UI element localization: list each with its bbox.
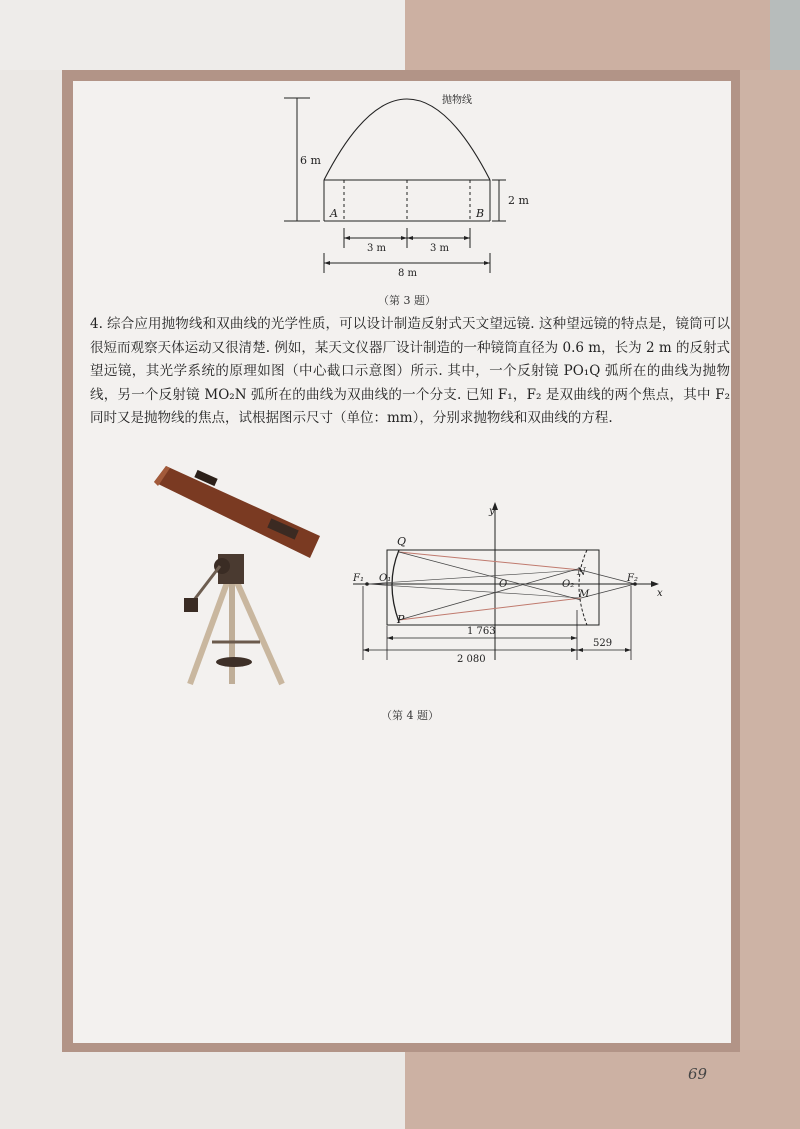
fig4-label-o: O xyxy=(499,579,508,590)
fig3-height-label: 6 m xyxy=(300,154,321,167)
fig4-axis-y: y xyxy=(489,506,495,517)
fig4-label-m: M xyxy=(579,589,590,600)
problem-4 xyxy=(90,313,730,431)
fig4-label-p: P xyxy=(397,613,405,626)
fig4-dim-529: 529 xyxy=(593,638,613,649)
background-right xyxy=(735,70,800,1050)
fig3-curve-label: 抛物线 xyxy=(442,95,472,106)
figure-4-caption: （第 4 题） xyxy=(381,709,439,722)
background-left xyxy=(0,70,70,1050)
problem-4-text: 综合应用抛物线和双曲线的光学性质，可以设计制造反射式天文望远镜. 这种望远镜的特点是，镜筒可以很短而观察天体运动又很清楚. 例如，某天文仪器厂设计制造的一种镜筒直径为 0.6 m，长为 2 m 的反射式望远镜，其光学系统的原理如图（中心截口示意图）所示. 其中，一个反射镜 PO₁Q 弧所在的曲线为抛物线，另一个反射镜 MO₂N 弧所在的曲线为双曲线的一个分支. 已知 F₁，F₂ 是双曲线的两个焦点，其中 F₂ 同时又是抛物线的焦点，试根据图示尺寸（单位：mm），分别求抛物线和双曲线的方程. xyxy=(90,316,730,426)
fig4-label-o1: O₁ xyxy=(379,573,392,584)
page-number: 69 xyxy=(688,1065,708,1083)
fig4-label-f1: F₁ xyxy=(353,573,364,584)
fig4-label-n: N xyxy=(577,567,586,578)
fig3-side-label: 2 m xyxy=(508,194,529,207)
fig3-dim-total: 8 m xyxy=(398,268,418,279)
figure-3-diagram xyxy=(270,88,540,288)
background-top-left xyxy=(0,0,420,70)
figure-4-diagram xyxy=(345,500,675,665)
figure-3-caption: （第 3 题） xyxy=(378,294,436,307)
fig4-label-q: Q xyxy=(397,535,407,548)
fig3-point-a: A xyxy=(330,207,338,220)
background-bottom-right xyxy=(405,1050,800,1129)
background-top-right xyxy=(405,0,800,70)
fig3-dim-right: 3 m xyxy=(430,243,450,254)
fig4-dim-1763: 1 763 xyxy=(467,626,496,637)
fig4-label-f2: F₂ xyxy=(627,573,638,584)
fig4-dim-2080: 2 080 xyxy=(457,654,486,665)
fig4-axis-x: x xyxy=(657,588,663,599)
fig4-label-o2: O₂ xyxy=(562,579,575,590)
fig3-point-b: B xyxy=(476,207,485,220)
telescope-photo xyxy=(150,462,320,687)
problem-4-number: 4. xyxy=(90,316,103,332)
fig3-dim-left: 3 m xyxy=(367,243,387,254)
